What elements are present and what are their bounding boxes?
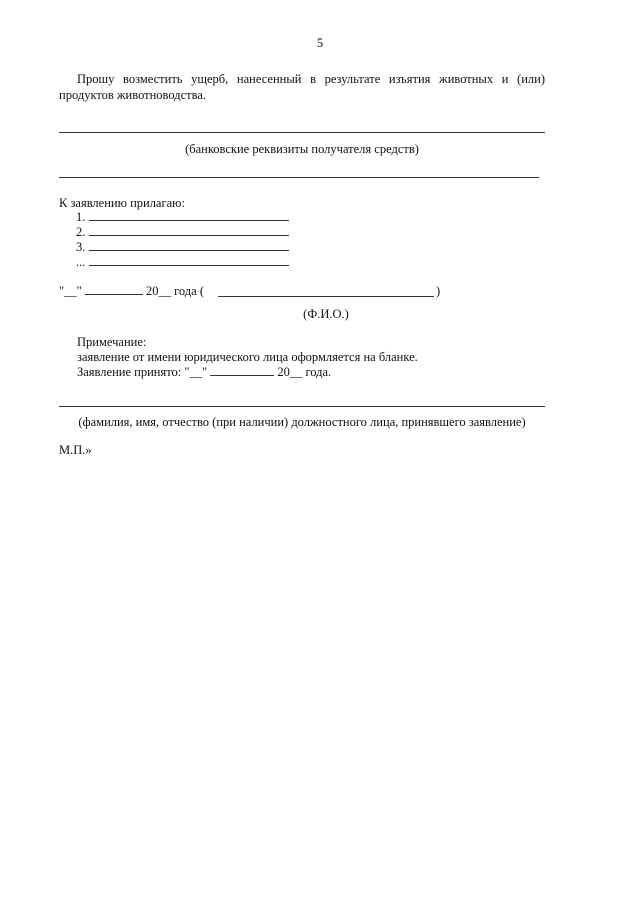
attachment-item-number: ... — [76, 255, 86, 269]
attachment-field-more[interactable] — [89, 255, 289, 266]
attachment-item — [76, 255, 289, 269]
official-caption: (фамилия, имя, отчество (при наличии) должностного лица, принявшего заявление) — [78, 415, 526, 429]
fio-paren-close: ) — [436, 284, 441, 298]
attachment-item-number: 3. — [76, 240, 86, 254]
fio-caption: (Ф.И.О.) — [303, 307, 349, 321]
bank-details-caption: (банковские реквизиты получателя средств) — [185, 142, 419, 156]
page-number: 5 — [316, 36, 324, 50]
accepted-month-field[interactable] — [210, 365, 274, 376]
bank-details-field-2[interactable] — [59, 177, 539, 178]
request-line-1: Прошу возместить ущерб, нанесенный в результате изъятия животных и (или) — [77, 72, 545, 86]
note-text: заявление от имени юридического лица оформляется на бланке. — [77, 350, 418, 364]
attachment-item — [76, 240, 289, 254]
fio-field[interactable] — [218, 296, 434, 297]
bank-details-field[interactable] — [59, 132, 545, 133]
day-quote: "__" — [59, 284, 82, 298]
attachment-item-number: 2. — [76, 225, 86, 239]
attachments-heading: К заявлению прилагаю: — [59, 196, 185, 210]
note-heading: Примечание: — [77, 335, 147, 349]
date-line — [59, 284, 204, 298]
attachment-field-3[interactable] — [89, 240, 289, 251]
attachment-item — [76, 210, 289, 224]
attachment-item-number: 1. — [76, 210, 86, 224]
official-name-field[interactable] — [59, 406, 545, 407]
accepted-prefix: Заявление принято: "__" — [77, 365, 208, 379]
month-field[interactable] — [85, 284, 143, 295]
stamp-label: М.П.» — [59, 443, 92, 457]
attachment-field-1[interactable] — [89, 210, 289, 221]
attachment-item — [76, 225, 289, 239]
accepted-line — [77, 365, 331, 379]
accepted-year: 20__ года. — [277, 365, 332, 379]
year-prefix: 20__ года ( — [145, 284, 204, 298]
attachment-field-2[interactable] — [89, 225, 289, 236]
request-line-2: продуктов животноводства. — [59, 88, 207, 102]
